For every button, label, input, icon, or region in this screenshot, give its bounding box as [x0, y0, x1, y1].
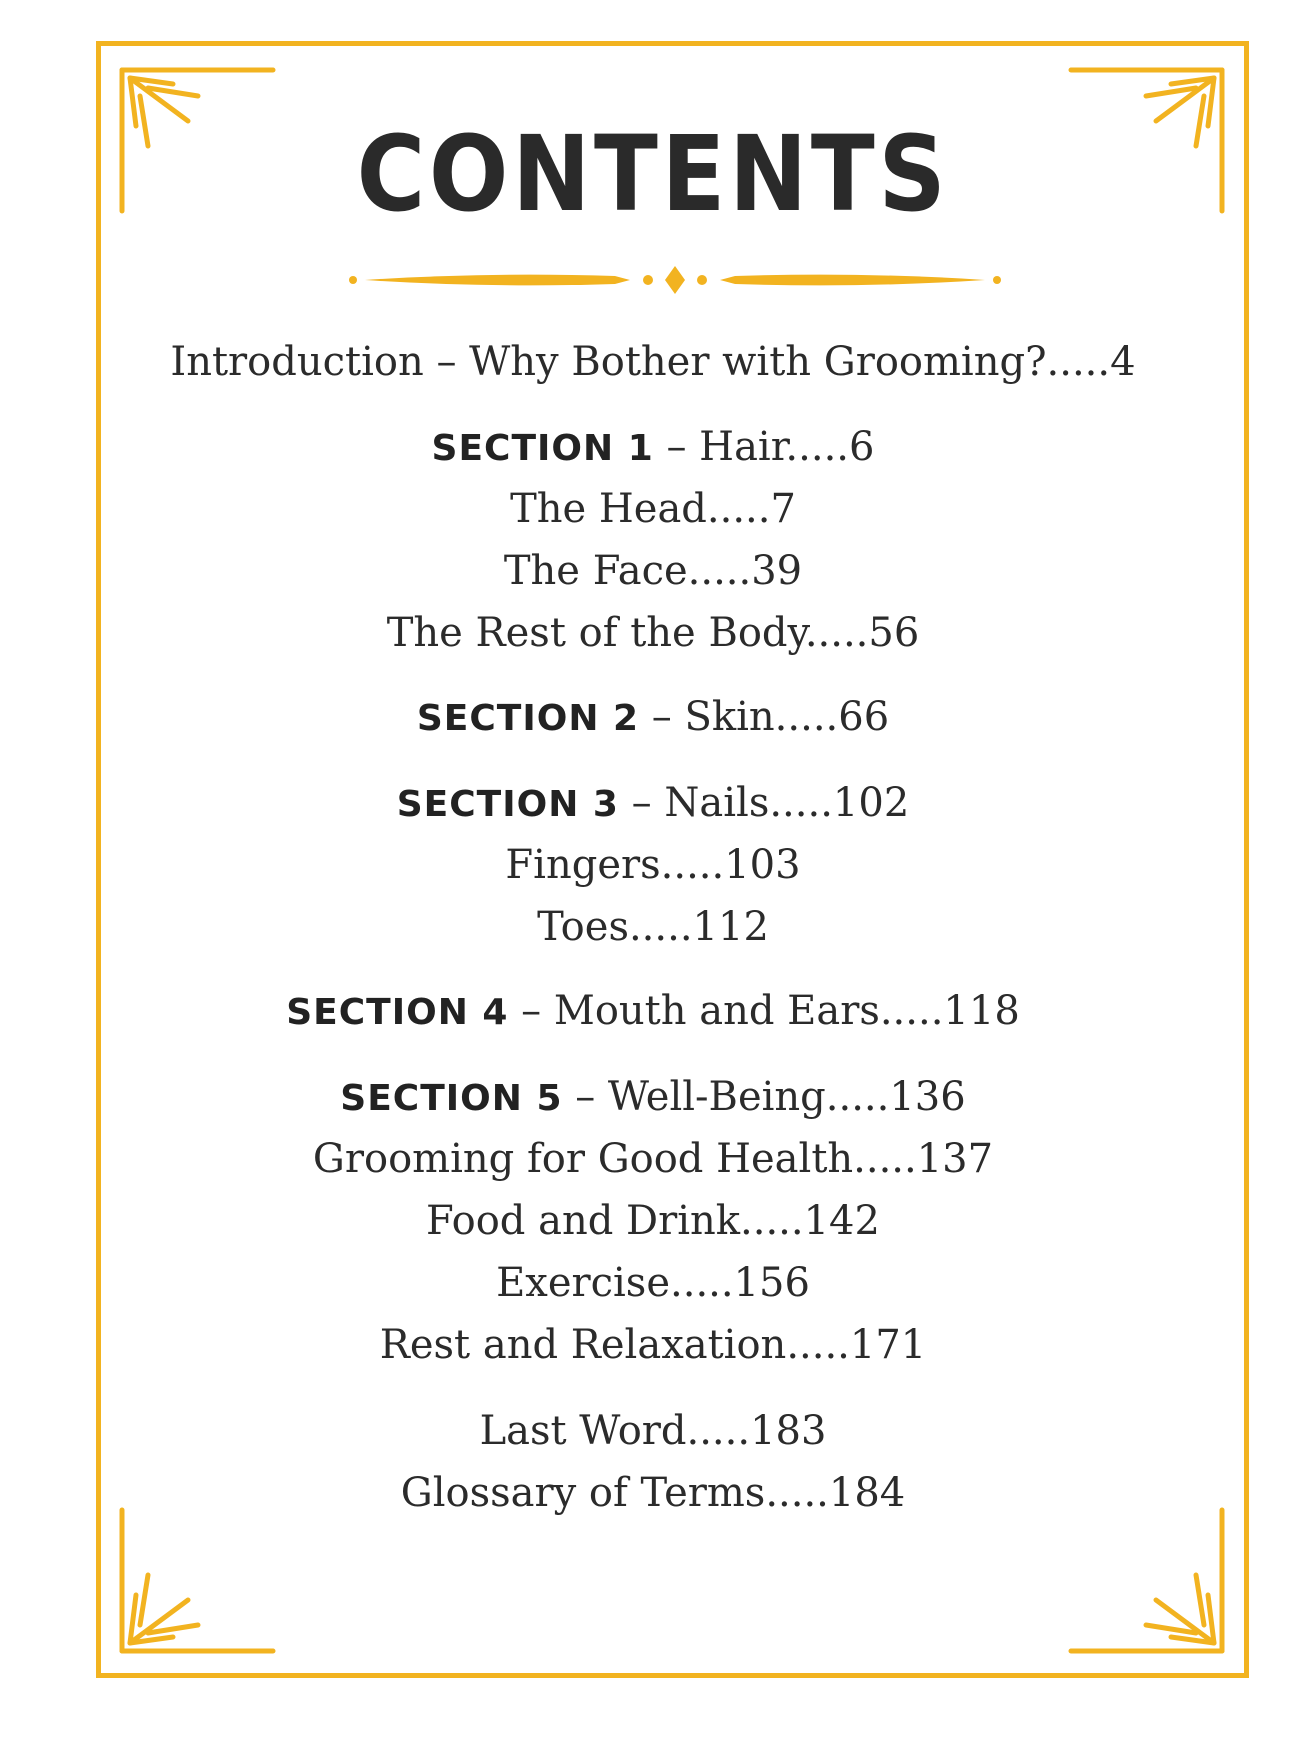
- section-title: – Mouth and Ears.....118: [508, 988, 1020, 1034]
- title-divider-ornament: [345, 260, 1005, 300]
- section-title: – Skin.....66: [639, 694, 890, 740]
- toc-section-1: [0, 424, 1306, 470]
- page-title: CONTENTS: [356, 113, 950, 235]
- toc-entry: The Rest of the Body.....56: [386, 610, 920, 656]
- section-label: SECTION 3: [396, 784, 619, 825]
- toc-section-3: [0, 780, 1306, 826]
- toc-section-2: [0, 694, 1306, 740]
- toc-glossary: Glossary of Terms.....184: [400, 1470, 906, 1516]
- toc-section-4: [0, 988, 1306, 1034]
- toc-introduction: Introduction – Why Bother with Grooming?.....4: [170, 339, 1136, 385]
- toc-entry: Toes.....112: [537, 904, 769, 950]
- section-title: – Well-Being.....136: [562, 1074, 966, 1120]
- section-label: SECTION 2: [416, 698, 640, 739]
- section-title: – Nails.....102: [618, 780, 910, 826]
- section-label: SECTION 4: [286, 992, 509, 1033]
- toc-entry: The Head.....7: [510, 486, 796, 532]
- toc-entry: Exercise.....156: [496, 1260, 810, 1306]
- toc-entry: Rest and Relaxation.....171: [379, 1322, 927, 1368]
- section-label: SECTION 1: [431, 428, 654, 469]
- corner-ornament-bottom-right: [1066, 1495, 1226, 1655]
- section-title: – Hair.....6: [653, 424, 875, 470]
- section-label: SECTION 5: [340, 1078, 563, 1119]
- corner-ornament-bottom-left: [118, 1495, 278, 1655]
- toc-section-5: [0, 1074, 1306, 1120]
- toc-last-word: Last Word.....183: [479, 1408, 827, 1454]
- toc-entry: The Face.....39: [503, 548, 803, 594]
- toc-entry: Fingers.....103: [505, 842, 801, 888]
- toc-entry: Food and Drink.....142: [426, 1198, 880, 1244]
- toc-entry: Grooming for Good Health.....137: [312, 1136, 994, 1182]
